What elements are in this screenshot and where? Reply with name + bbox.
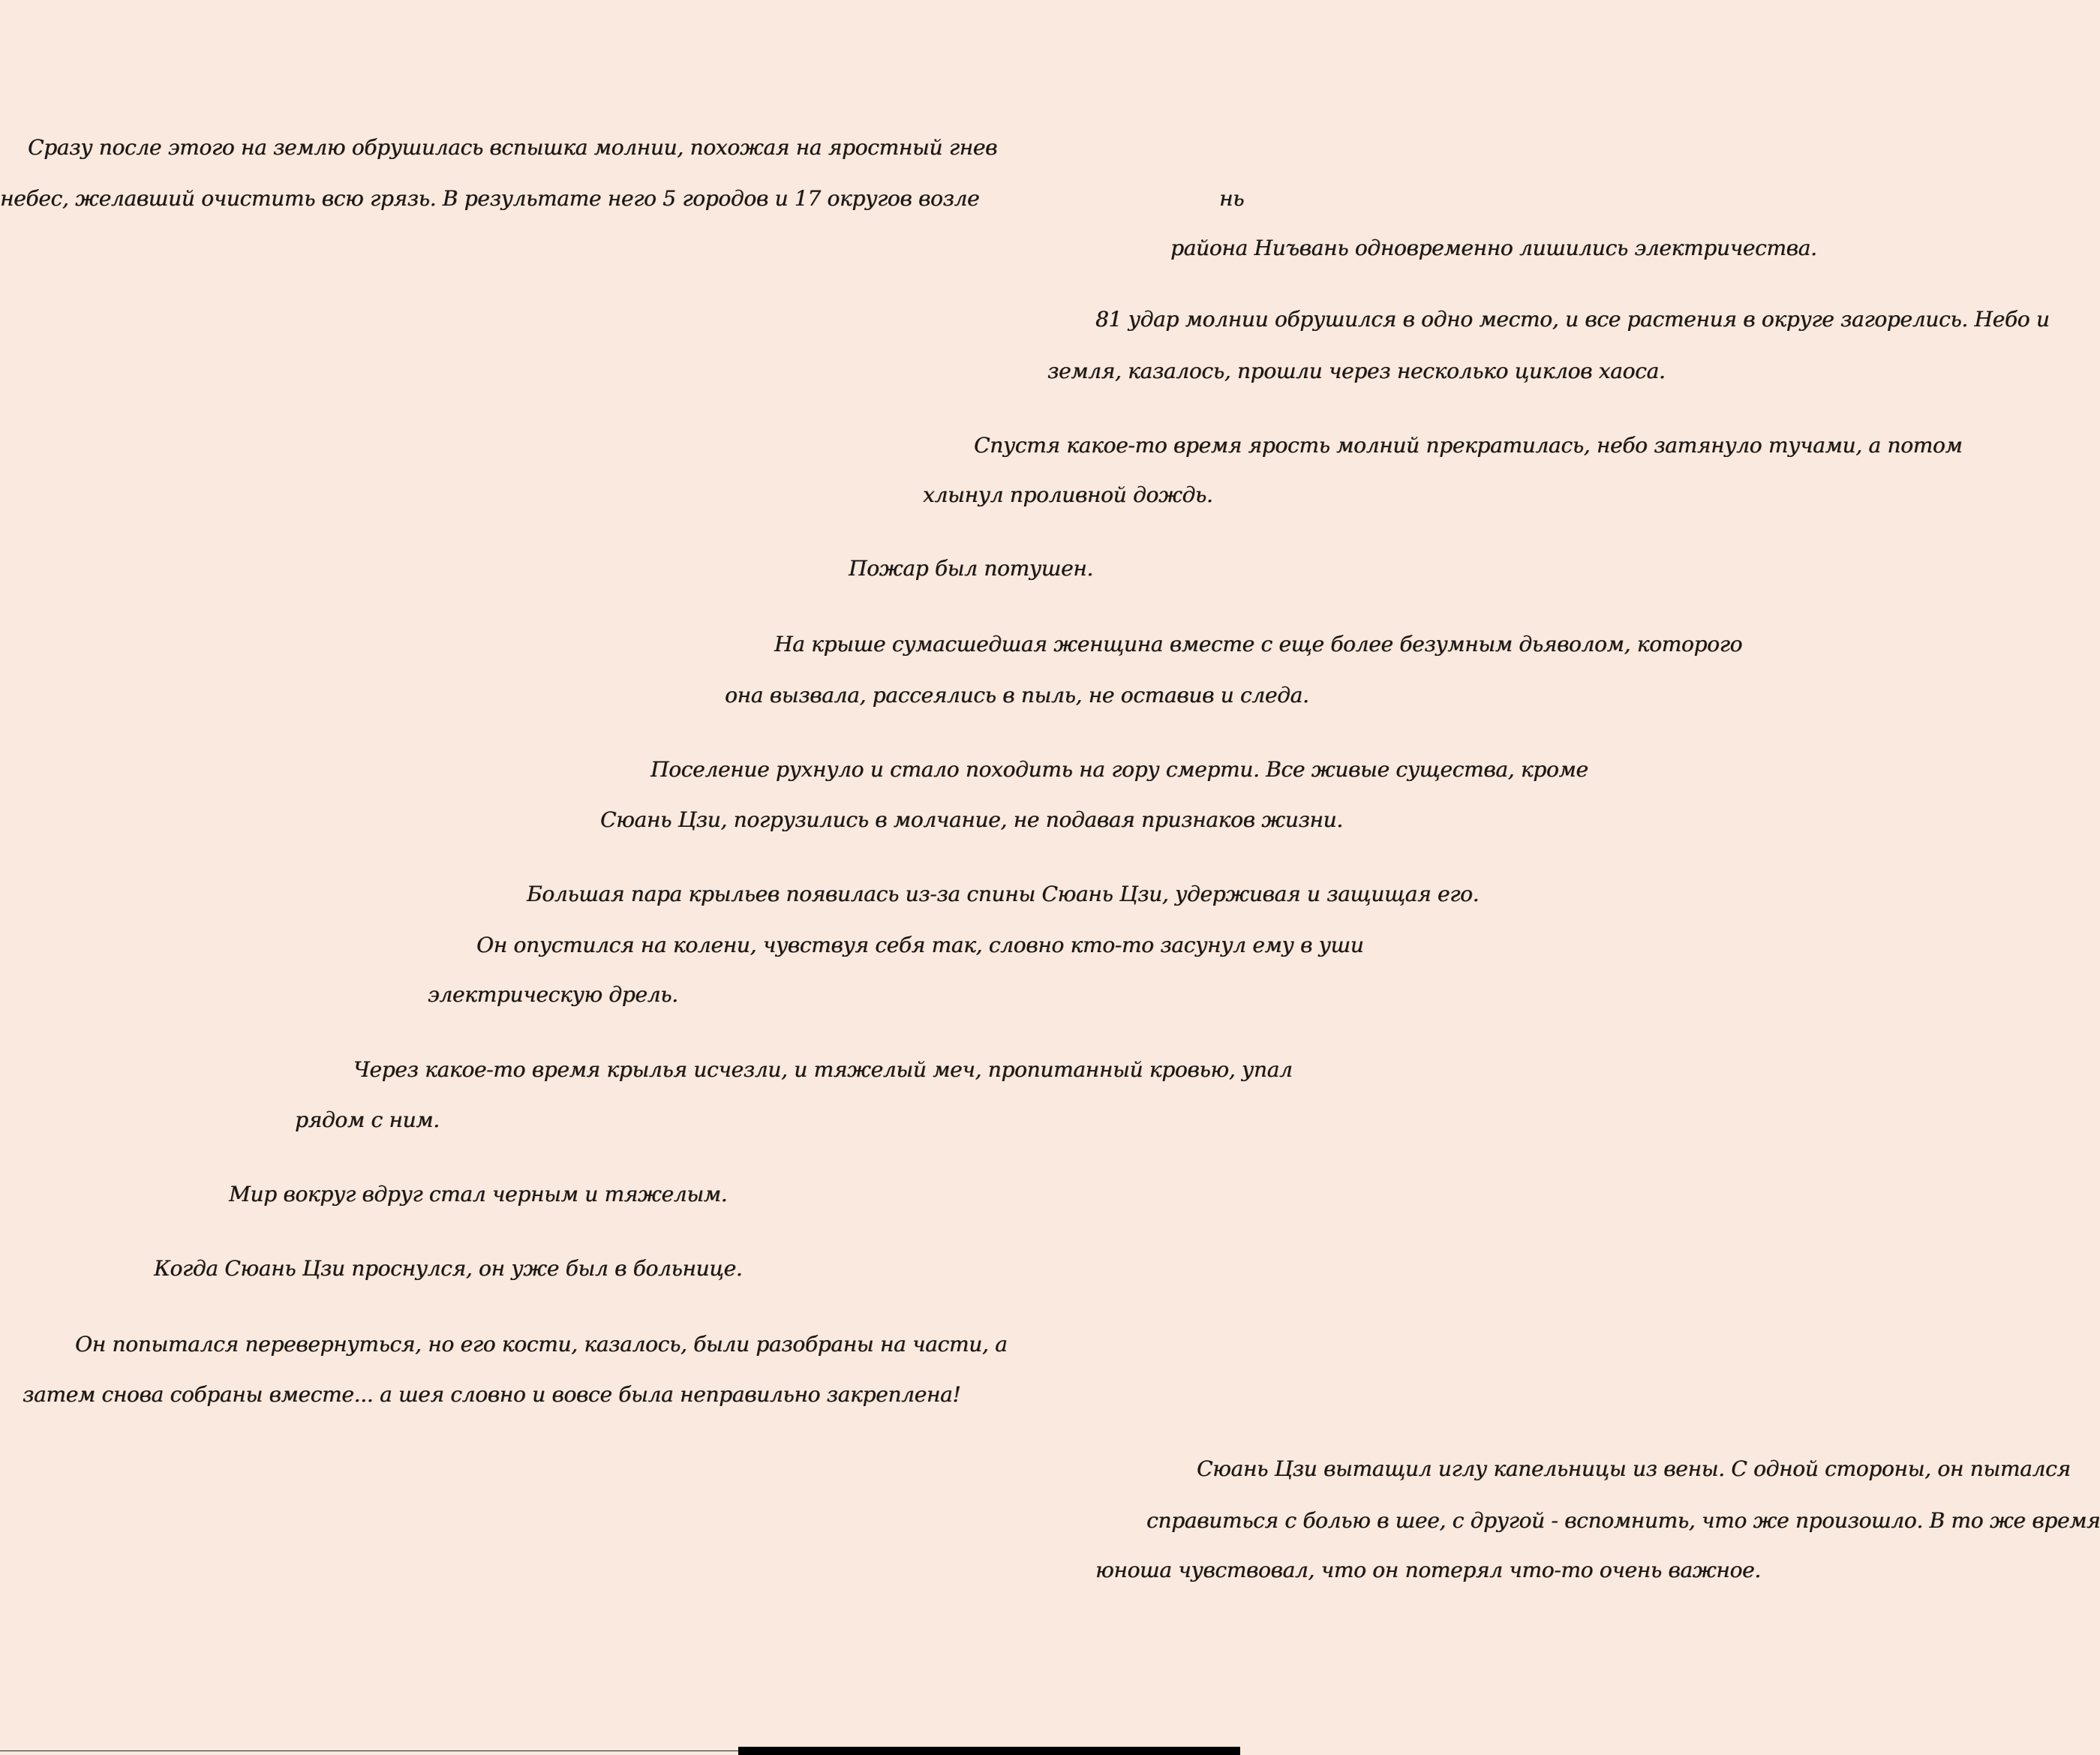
text-line: Большая пара крыльев появилась из-за спины Сюань Цзи, удерживая и защищая его. — [527, 882, 1480, 906]
text-line: нь — [1219, 186, 1245, 211]
text-line: рядом с ним. — [295, 1107, 440, 1132]
text-line: Он опустился на колени, чувствуя себя так, словно кто-то засунул ему в уши — [476, 933, 1364, 957]
text-line: справиться с болью в шее, с другой - вспомнить, что же произошло. В то же время — [1146, 1508, 2100, 1533]
text-line: Поселение рухнуло и стало походить на гору смерти. Все живые существа, кроме — [650, 757, 1588, 782]
text-line: 81 удар молнии обрушился в одно место, и все растения в округе загорелись. Небо и — [1095, 307, 2050, 332]
text-line: Через какое-то время крылья исчезли, и тяжелый меч, пропитанный кровью, упал — [353, 1057, 1293, 1082]
text-line: района Ниъвань одновременно лишились электричества. — [1170, 236, 1817, 260]
text-line: На крыше сумасшедшая женщина вместе с еще более безумным дьяволом, которого — [774, 632, 1743, 657]
text-line: юноша чувствовал, что он потерял что-то очень важное. — [1095, 1558, 1761, 1582]
text-line: небес, желавший очистить всю грязь. В результате него 5 городов и 17 округов возле — [0, 186, 980, 211]
bottom-bar — [738, 1747, 1240, 1755]
text-line: хлынул проливной дождь. — [923, 482, 1213, 507]
text-line: она вызвала, рассеялись в пыль, не оставив и следа. — [725, 683, 1309, 708]
text-line: Пожар был потушен. — [849, 556, 1093, 581]
text-line: Спустя какое-то время ярость молний прекратилась, небо затянуло тучами, а потом — [974, 433, 1963, 458]
text-line: Сюань Цзи вытащил иглу капельницы из вены. С одной стороны, он пытался — [1197, 1456, 2071, 1481]
text-line: затем снова собраны вместе... а шея словно и вовсе была неправильно закреплена! — [23, 1382, 961, 1407]
text-line: Сюань Цзи, погрузились в молчание, не подавая признаков жизни. — [600, 807, 1343, 832]
text-line: Он попытался перевернуться, но его кости, казалось, были разобраны на части, а — [75, 1332, 1008, 1357]
text-line: Сразу после этого на землю обрушилась вспышка молнии, похожая на яростный гнев — [28, 135, 998, 160]
text-line: Мир вокруг вдруг стал черным и тяжелым. — [229, 1182, 728, 1207]
text-line: земля, казалось, прошли через несколько циклов хаоса. — [1047, 359, 1666, 383]
text-line: Когда Сюань Цзи проснулся, он уже был в больнице. — [154, 1256, 743, 1281]
text-line: электрическую дрель. — [428, 982, 678, 1007]
